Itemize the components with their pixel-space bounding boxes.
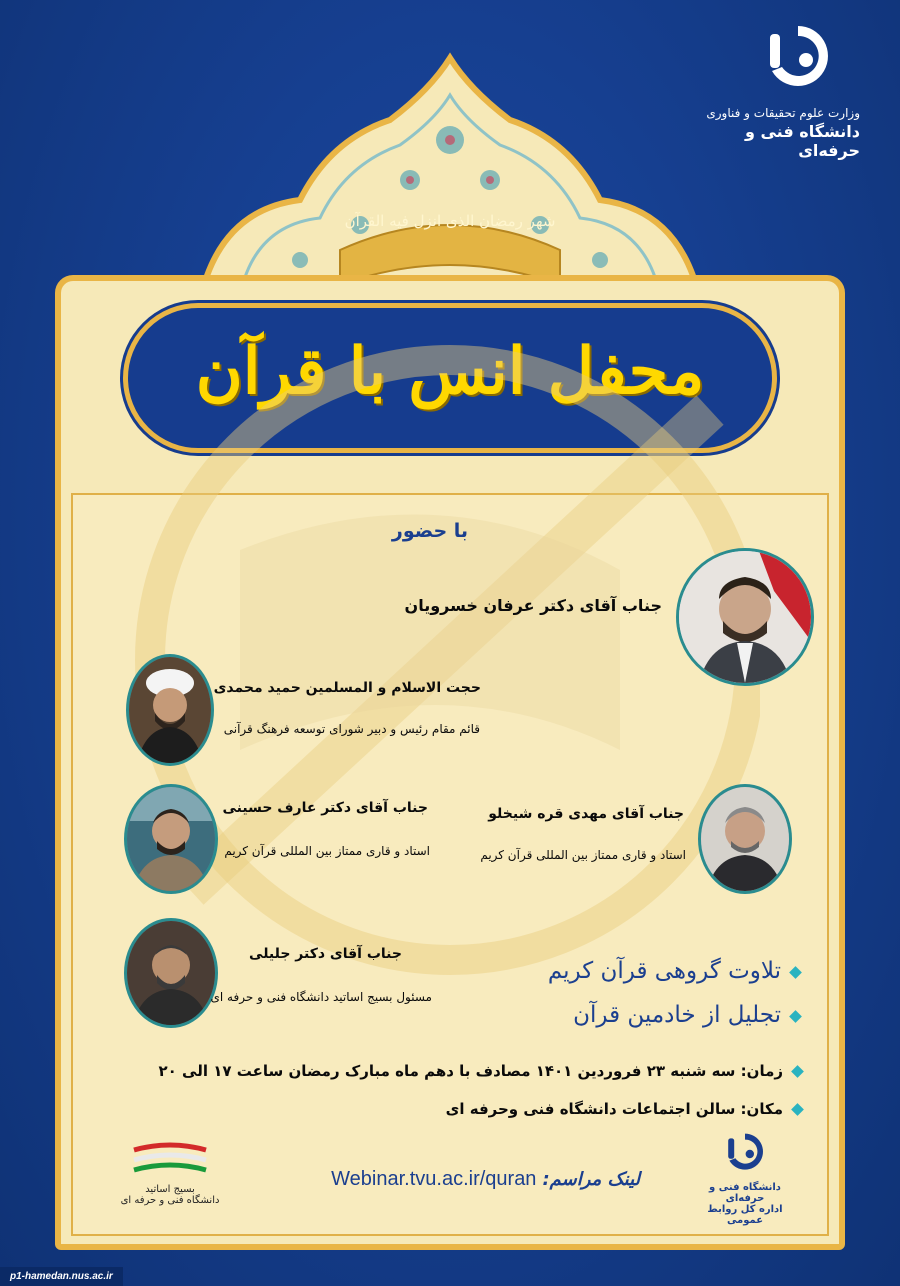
event-link-label: لینک مراسم:	[542, 1169, 640, 1190]
diamond-bullet-icon	[789, 966, 802, 979]
dome-ornament	[0, 50, 900, 310]
basij-logo-line2: دانشگاه فنی و حرفه ای	[120, 1195, 220, 1206]
speaker-name-3: جناب آقای مهدی قره شیخلو	[488, 806, 684, 822]
basij-logo-line1: بسیج اساتید	[145, 1184, 195, 1195]
ministry-label: وزارت علوم تحقیقات و فناوری	[706, 106, 860, 120]
dome-calligraphy: شهر رمضان الذی انزل فیه القرآن	[344, 212, 556, 230]
event-place: مکان: سالن اجتماعات دانشگاه فنی وحرفه ای	[400, 1100, 802, 1118]
diamond-bullet-icon	[789, 1010, 802, 1023]
university-name: دانشگاه فنی و حرفه‌ای	[744, 122, 860, 160]
bottom-logo-line2: اداره کل روابط عمومی	[707, 1204, 783, 1226]
event-time: زمان: سه شنبه ۲۳ فروردین ۱۴۰۱ مصادف با دهم ماه مبارک رمضان ساعت ۱۷ الی ۲۰	[200, 1062, 802, 1080]
speaker-photo-3	[698, 784, 792, 894]
site-watermark: p1-hamedan.nus.ac.ir	[0, 1267, 123, 1286]
speaker-role-5: مسئول بسیج اساتید دانشگاه فنی و حرفه ای	[210, 990, 432, 1004]
speaker-role-3: استاد و قاری ممتاز بین المللی قرآن کریم	[480, 848, 686, 862]
speaker-photo-4	[124, 784, 218, 894]
diamond-bullet-icon	[791, 1103, 804, 1116]
public-relations-logo	[690, 1130, 800, 1226]
speaker-photo-5	[124, 918, 218, 1028]
speaker-name-1: جناب آقای دکتر عرفان خسرویان	[404, 596, 662, 615]
speaker-role-2: قائم مقام رئیس و دبیر شورای توسعه فرهنگ قرآنی	[223, 722, 480, 736]
basij-logo	[110, 1140, 230, 1206]
event-link-row	[250, 1168, 640, 1191]
speaker-name-2: حجت الاسلام و المسلمین حمید محمدی	[213, 680, 481, 696]
program-item-2: تجلیل از خادمین قرآن	[470, 1002, 800, 1028]
event-title: محفل انس با قرآن	[195, 334, 705, 409]
program-item-1: تلاوت گروهی قرآن کریم	[470, 958, 800, 984]
speaker-role-4: استاد و قاری ممتاز بین المللی قرآن کریم	[224, 844, 430, 858]
speaker-name-5: جناب آقای دکتر جلیلی	[249, 946, 402, 962]
speaker-photo-1	[676, 548, 814, 686]
diamond-bullet-icon	[791, 1065, 804, 1078]
speaker-photo-2	[126, 654, 214, 766]
basij-logo-icon	[130, 1140, 210, 1180]
presence-label: با حضور	[391, 520, 469, 542]
university-logo-icon	[721, 1130, 769, 1178]
quran-watermark-icon	[120, 330, 760, 990]
speaker-name-4: جناب آقای دکتر عارف حسینی	[222, 800, 428, 816]
event-link[interactable]: Webinar.tvu.ac.ir/quran	[331, 1168, 537, 1190]
bottom-logo-line1: دانشگاه فنی و حرفه‌ای	[709, 1182, 781, 1204]
